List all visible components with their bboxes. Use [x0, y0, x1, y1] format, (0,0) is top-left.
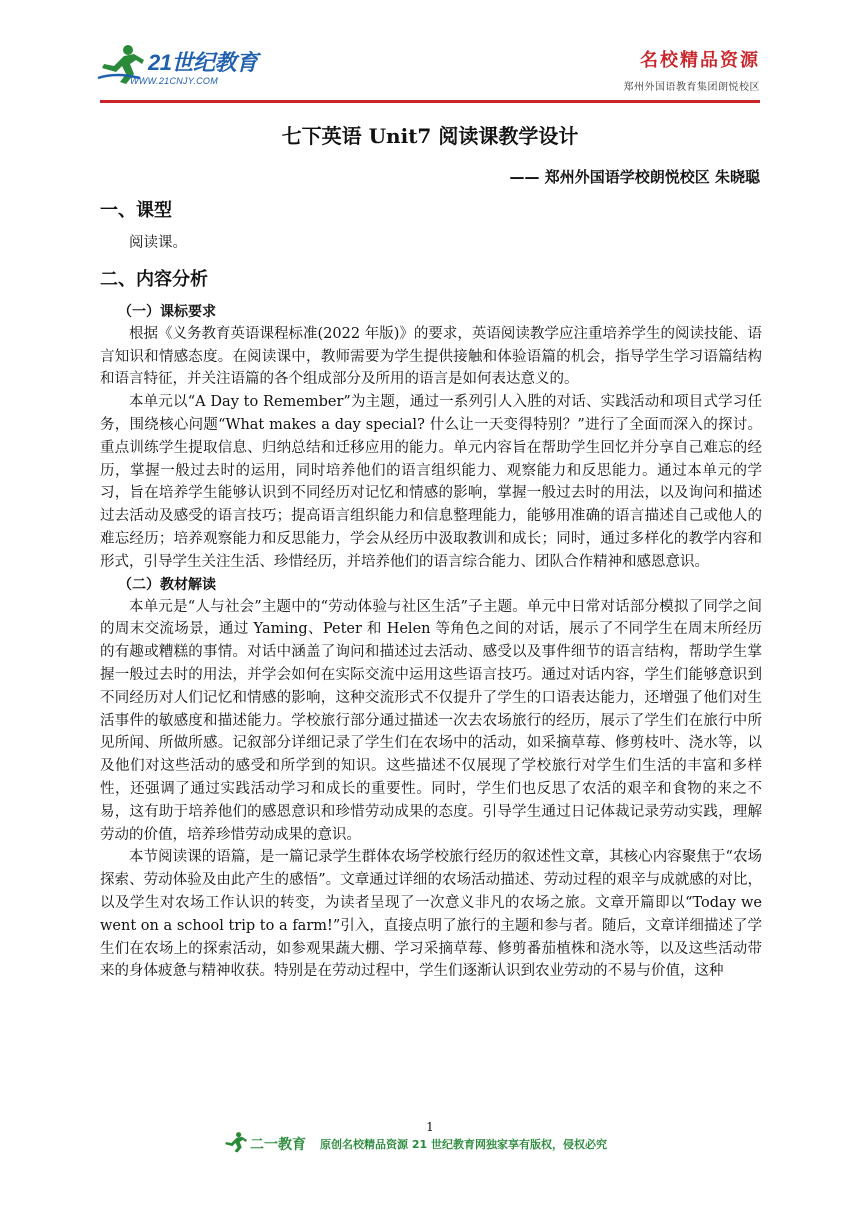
logo-url-text: WWW.21CNJY.COM	[130, 76, 219, 86]
subsection-heading-textbook: （二）教材解读	[118, 576, 216, 593]
paragraph: 阅读课。	[129, 235, 187, 251]
brand-block	[624, 46, 761, 93]
brand-subtitle: 郑州外国语教育集团朗悦校区	[623, 82, 760, 93]
site-logo	[96, 40, 266, 90]
subsection-heading-standards: （一）课标要求	[118, 303, 216, 320]
paragraph: 根据《义务教育英语课程标准(2022 年版)》的要求，英语阅读教学应注重培养学生的阅读技能、语言知识和情感态度。在阅读课中，教师需要为学生提供接触和体验语篇的机会，指导学生学习语篇结构和语言特征，并关注语篇的各个组成部分及所用的语言是如何表达意义的。	[100, 325, 762, 388]
footer-copyright: 原创名校精品资源 21 世纪教育网独家享有版权，侵权必究	[320, 1138, 607, 1151]
section-heading-content-analysis: 二、内容分析	[100, 268, 208, 290]
document-author: —— 郑州外国语学校朗悦校区 朱晓聪	[509, 168, 760, 186]
page-number: 1	[426, 1120, 434, 1134]
header-divider	[100, 100, 760, 103]
footer-brand: 二一教育	[250, 1137, 306, 1153]
logo-brand-text: 21世纪教育	[148, 50, 258, 75]
brand-title: 名校精品资源	[640, 50, 760, 71]
footer-logo	[222, 1130, 312, 1156]
document-body	[100, 196, 762, 983]
section-heading-course-type: 一、课型	[100, 200, 172, 221]
paragraph: 本单元以“A Day to Remember”为主题，通过一系列引人入胜的对话、实践活动和项目式学习任务，围绕核心问题“What makes a day special? 什么让一天变得特别？”进行了全面而深入的探讨。重点训练学生提取信息、归纳总结和迁移应用的能力。单元内容旨在帮助学生回忆并分享自己难忘的经历，掌握一般过去时的运用，同时培养他们的语言组织能力、观察能力和反思能力。通过本单元的学习，旨在培养学生能够认识到不同经历对记忆和情感的影响，掌握一般过去时的用法，以及询问和描述过去活动及感受的语言技巧；提高语言组织能力和信息整理能力，能够用准确的语言描述自己或他人的难忘经历；培养观察能力和反思能力，学会从经历中汲取教训和成长；同时，通过多样化的教学内容和形式，引导学生关注生活、珍惜经历，并培养他们的语言综合能力、团队合作精神和感恩意识。	[100, 394, 762, 570]
running-figure-icon	[222, 1130, 248, 1154]
paragraph: 本节阅读课的语篇，是一篇记录学生群体农场学校旅行经历的叙述性文章，其核心内容聚焦于“农场探索、劳动体验及由此产生的感悟”。文章通过详细的农场活动描述、劳动过程的艰辛与成就感的对比，以及学生对农场工作认识的转变，为读者呈现了一次意义非凡的农场之旅。文章开篇即以“Today we went on a school trip to a farm!”引入，直接点明了旅行的主题和参与者。随后，文章详细描述了学生们在农场上的探索活动，如参观果蔬大棚、学习采摘草莓、修剪番茄植株和浇水等，以及这些活动带来的身体疲惫与精神收获。特别是在劳动过程中，学生们逐渐认识到农业劳动的不易与价值，这种	[100, 849, 762, 980]
paragraph: 本单元是“人与社会”主题中的“劳动体验与社区生活”子主题。单元中日常对话部分模拟了同学之间的周末交流场景，通过 Yaming、Peter 和 Helen 等角色之间的对话，展示了不同学生在周末所经历的有趣或糟糕的事情。对话中涵盖了询问和描述过去活动、感受以及事件细节的语言结构，帮助学生掌握一般过去时的用法，并学会如何在实际交流中运用这些语言技巧。通过对话内容，学生们能够意识到不同经历对人们记忆和情感的影响，这种交流形式不仅提升了学生的口语表达能力，还增强了他们对生活事件的敏感度和描述能力。学校旅行部分通过描述一次去农场旅行的经历，展示了学生们在旅行中所见所闻、所做所感。记叙部分详细记录了学生们在农场中的活动，如采摘草莓、修剪枝叶、浇水等，以及他们对这些活动的感受和所学到的知识。这些描述不仅展现了学校旅行对学生们生活的丰富和多样性，还强调了通过实践活动学习和成长的重要性。同时，学生们也反思了农活的艰辛和食物的来之不易，这有助于培养他们的感恩意识和珍惜劳动成果的态度。引导学生通过日记体裁记录劳动实践，理解劳动的价值，培养珍惜劳动成果的意识。	[100, 598, 762, 843]
document-title: 七下英语 Unit7 阅读课教学设计	[281, 124, 579, 148]
